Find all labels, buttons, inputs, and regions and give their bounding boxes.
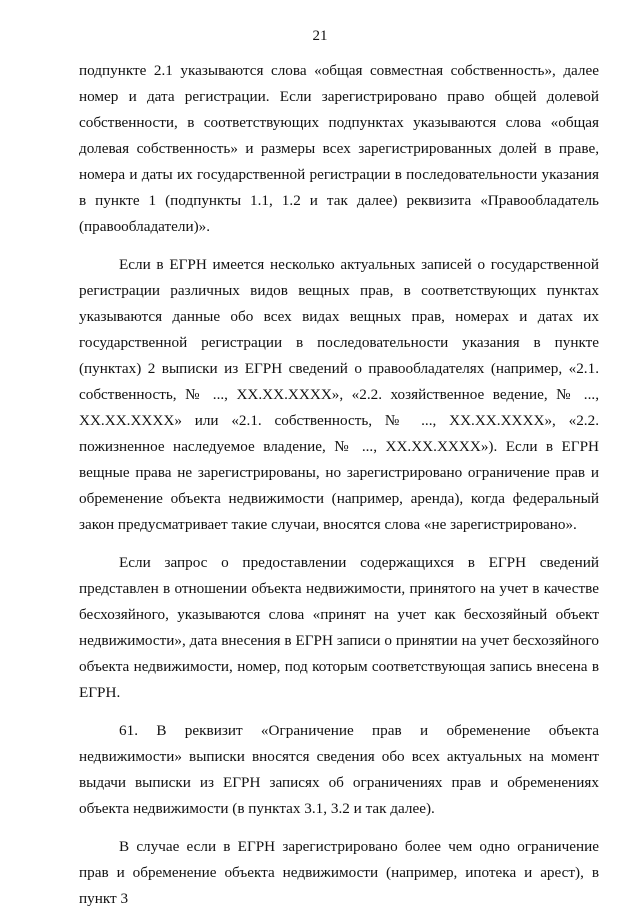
paragraph-3: Если запрос о предоставлении содержащихся в ЕГРН сведений представлен в отношении объекта недвижимости, принятого на учет в качестве бесхозяйного, указываются слова «принят на учет как бесхозяйный объект недвижимости», дата внесения в ЕГРН записи о принятии на учет бесхозяйного объекта недвижимости, номер, под которым соответствующая запись внесена в ЕГРН. xyxy=(79,554,599,701)
paragraph-5: В случае если в ЕГРН зарегистрировано более чем одно ограничение прав и обременение объекта недвижимости (например, ипотека и арест), в пункт 3 xyxy=(79,838,599,907)
document-body xyxy=(79,58,599,912)
page-number: 21 xyxy=(312,28,328,44)
paragraph-4: 61. В реквизит «Ограничение прав и обременение объекта недвижимости» выписки вносятся сведения обо всех актуальных на момент выдачи выписки из ЕГРН записях об ограничениях прав и обременениях объекта недвижимости (в пунктах 3.1, 3.2 и так далее). xyxy=(79,722,599,817)
paragraph-1: подпункте 2.1 указываются слова «общая совместная собственность», далее номер и дата регистрации. Если зарегистрировано право общей долевой собственности, в соответствующих подпунктах указываются слова «общая долевая собственность» и размеры всех зарегистрированных долей в праве, номера и даты их государственной регистрации в последовательности указания в пункте 1 (подпункты 1.1, 1.2 и так далее) реквизита «Правообладатель (правообладатели)». xyxy=(79,62,599,235)
paragraph-2: Если в ЕГРН имеется несколько актуальных записей о государственной регистрации различных видов вещных прав, в соответствующих пунктах указываются данные обо всех видах вещных прав, номерах и датах их государственной регистрации в последовательности указания в пункте (пунктах) 2 выписки из ЕГРН сведений о правообладателях (например, «2.1. собственность, № ..., XX.XX.XXXX», «2.2. хозяйственное ведение, № ..., XX.XX.XXXX» или «2.1. собственность, № ..., XX.XX.XXXX», «2.2. пожизненное наследуемое владение, № ..., XX.XX.XXXX»). Если в ЕГРН вещные права не зарегистрированы, но зарегистрировано ограничение прав и обременение объекта недвижимости (например, аренда), когда федеральный закон предусматривает такие случаи, вносятся слова «не зарегистрировано». xyxy=(79,256,599,533)
